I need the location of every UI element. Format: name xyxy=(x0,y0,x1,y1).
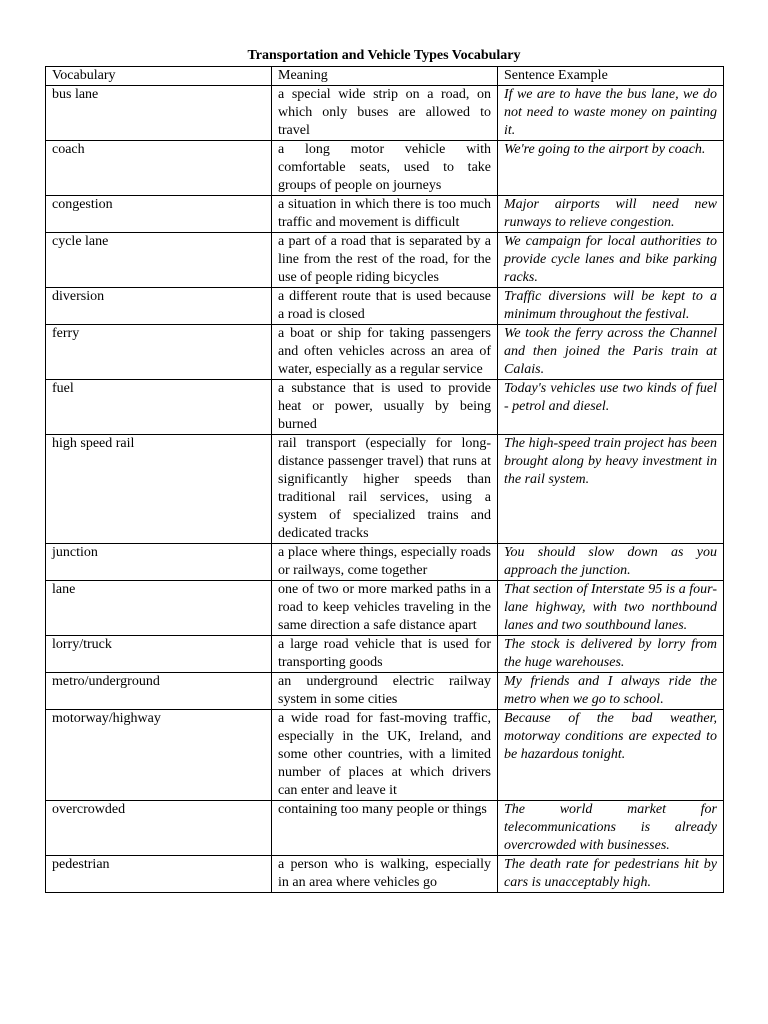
document-title: Transportation and Vehicle Types Vocabulary xyxy=(247,48,521,63)
sentence-example-cell: Major airports will need new runways to relieve congestion. xyxy=(498,196,724,233)
sentence-example-cell: That section of Interstate 95 is a four-lane highway, with two northbound lanes and two southbound lanes. xyxy=(498,581,724,636)
header-meaning: Meaning xyxy=(272,67,498,86)
meaning-cell: a wide road for fast-moving traffic, especially in the UK, Ireland, and some other countries, with a limited number of places at which drivers can enter and leave it xyxy=(272,710,498,801)
table-row xyxy=(46,636,724,673)
table-body xyxy=(46,86,724,893)
meaning-cell: a large road vehicle that is used for transporting goods xyxy=(272,636,498,673)
header-vocabulary: Vocabulary xyxy=(46,67,272,86)
vocabulary-cell: metro/underground xyxy=(46,673,272,710)
vocabulary-cell: overcrowded xyxy=(46,801,272,856)
sentence-example-cell: The stock is delivered by lorry from the huge warehouses. xyxy=(498,636,724,673)
vocabulary-cell: fuel xyxy=(46,380,272,435)
table-row xyxy=(46,233,724,288)
table-row xyxy=(46,581,724,636)
table-row xyxy=(46,710,724,801)
meaning-cell: one of two or more marked paths in a road to keep vehicles traveling in the same direction a safe distance apart xyxy=(272,581,498,636)
vocabulary-cell: cycle lane xyxy=(46,233,272,288)
sentence-example-cell: We campaign for local authorities to provide cycle lanes and bike parking racks. xyxy=(498,233,724,288)
table-header-row xyxy=(46,67,724,86)
table-row xyxy=(46,435,724,544)
meaning-cell: containing too many people or things xyxy=(272,801,498,856)
table-row xyxy=(46,856,724,893)
sentence-example-cell: The high-speed train project has been brought along by heavy investment in the rail system. xyxy=(498,435,724,544)
sentence-example-cell: We took the ferry across the Channel and then joined the Paris train at Calais. xyxy=(498,325,724,380)
vocabulary-cell: pedestrian xyxy=(46,856,272,893)
sentence-example-cell: Today's vehicles use two kinds of fuel - petrol and diesel. xyxy=(498,380,724,435)
table-row xyxy=(46,380,724,435)
header-sentence-example: Sentence Example xyxy=(498,67,724,86)
meaning-cell: a special wide strip on a road, on which only buses are allowed to travel xyxy=(272,86,498,141)
table-row xyxy=(46,544,724,581)
meaning-cell: a long motor vehicle with comfortable seats, used to take groups of people on journeys xyxy=(272,141,498,196)
meaning-cell: an underground electric railway system in some cities xyxy=(272,673,498,710)
sentence-example-cell: If we are to have the bus lane, we do not need to waste money on painting it. xyxy=(498,86,724,141)
sentence-example-cell: My friends and I always ride the metro when we go to school. xyxy=(498,673,724,710)
meaning-cell: a situation in which there is too much traffic and movement is difficult xyxy=(272,196,498,233)
table-row xyxy=(46,86,724,141)
sentence-example-cell: You should slow down as you approach the junction. xyxy=(498,544,724,581)
vocabulary-cell: ferry xyxy=(46,325,272,380)
vocabulary-cell: congestion xyxy=(46,196,272,233)
table-row xyxy=(46,141,724,196)
vocabulary-cell: diversion xyxy=(46,288,272,325)
meaning-cell: a part of a road that is separated by a line from the rest of the road, for the use of people riding bicycles xyxy=(272,233,498,288)
sentence-example-cell: The world market for telecommunications is already overcrowded with businesses. xyxy=(498,801,724,856)
sentence-example-cell: The death rate for pedestrians hit by cars is unacceptably high. xyxy=(498,856,724,893)
table-row xyxy=(46,801,724,856)
sentence-example-cell: We're going to the airport by coach. xyxy=(498,141,724,196)
sentence-example-cell: Because of the bad weather, motorway conditions are expected to be hazardous tonight. xyxy=(498,710,724,801)
meaning-cell: a substance that is used to provide heat or power, usually by being burned xyxy=(272,380,498,435)
sentence-example-cell: Traffic diversions will be kept to a minimum throughout the festival. xyxy=(498,288,724,325)
meaning-cell: a person who is walking, especially in an area where vehicles go xyxy=(272,856,498,893)
vocabulary-cell: coach xyxy=(46,141,272,196)
table-row xyxy=(46,325,724,380)
vocabulary-cell: high speed rail xyxy=(46,435,272,544)
meaning-cell: a place where things, especially roads or railways, come together xyxy=(272,544,498,581)
vocabulary-table xyxy=(45,66,724,893)
table-row xyxy=(46,196,724,233)
vocabulary-cell: lane xyxy=(46,581,272,636)
vocabulary-cell: bus lane xyxy=(46,86,272,141)
table-row xyxy=(46,673,724,710)
vocabulary-cell: lorry/truck xyxy=(46,636,272,673)
vocabulary-cell: motorway/highway xyxy=(46,710,272,801)
meaning-cell: a different route that is used because a road is closed xyxy=(272,288,498,325)
table-row xyxy=(46,288,724,325)
vocabulary-cell: junction xyxy=(46,544,272,581)
meaning-cell: a boat or ship for taking passengers and often vehicles across an area of water, especially as a regular service xyxy=(272,325,498,380)
meaning-cell: rail transport (especially for long-distance passenger travel) that runs at significantly higher speeds than traditional rail services, using a system of specialized trains and dedicated tracks xyxy=(272,435,498,544)
